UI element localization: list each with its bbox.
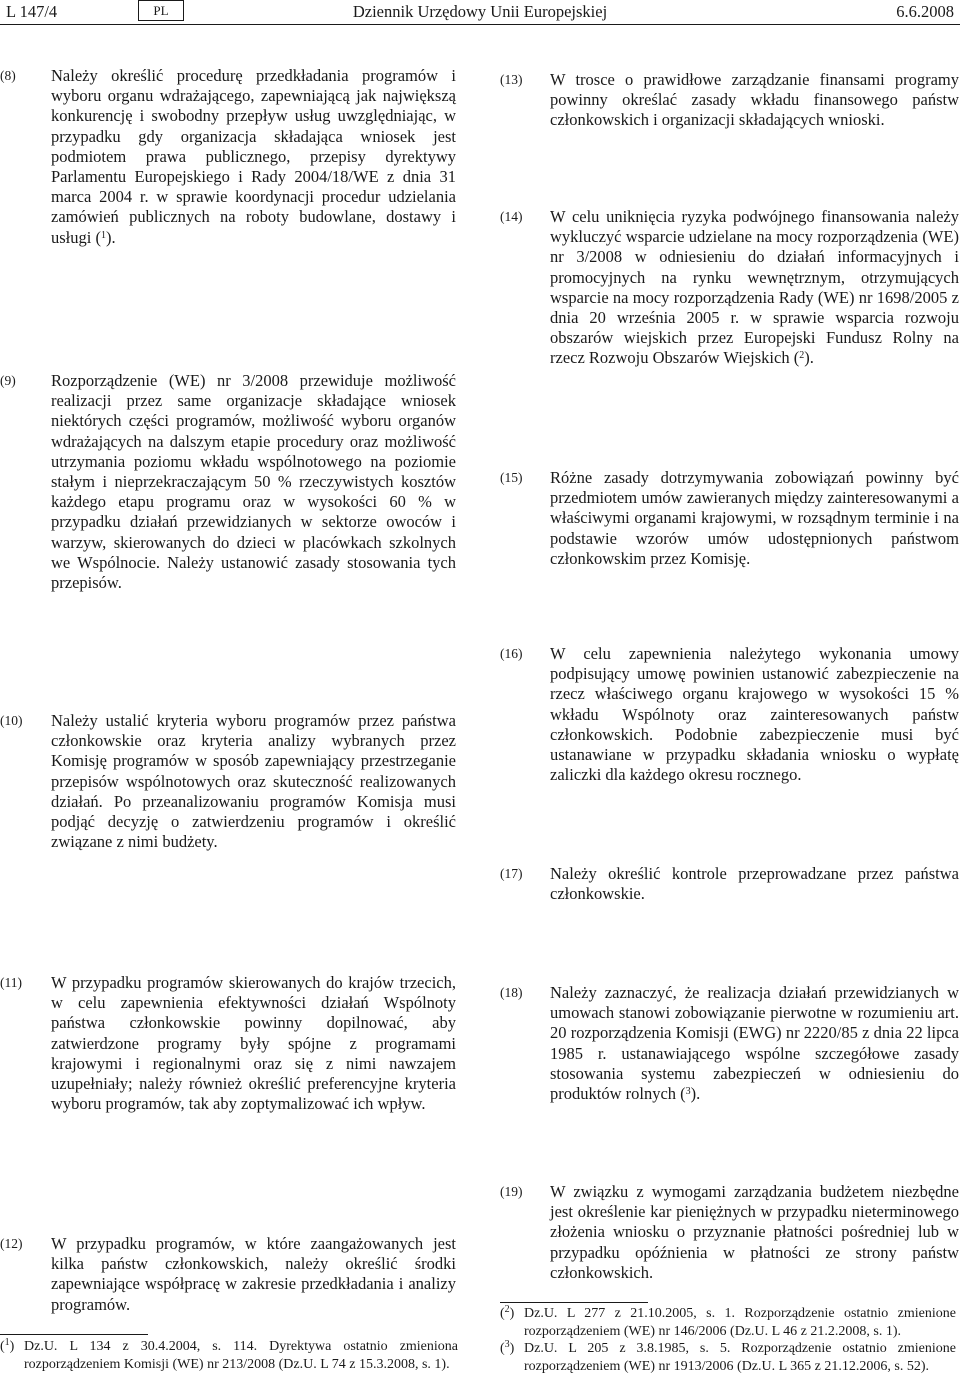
footnote-ref[interactable]: 3 <box>685 1086 691 1098</box>
recital-number: (13) <box>500 72 523 87</box>
issue-date: 6.6.2008 <box>896 2 954 21</box>
recital-number: (11) <box>0 975 22 990</box>
recital-text: W celu zapewnienia należytego wykonania umowy podpisujący umowę powinien ustanowić zabezpieczenie na rzecz właściwego organu krajowego w wysokości 15 % wkładu Wspólnoty oraz zainteresowanych państw członkowskich. Podobnie zabezpieczenie musi być ustanawiane w przypadku składania wniosku o wypłatę zaliczki dla każdego okresu rocznego. <box>550 644 959 785</box>
footnote-mark: ($^2$) <box>500 1304 515 1321</box>
footnote-rule-right <box>500 1302 648 1303</box>
recital-number: (16) <box>500 646 523 661</box>
footnote-mark: ($^1$) <box>0 1337 15 1354</box>
footnote-rule-left <box>0 1334 148 1335</box>
footnote-ref[interactable]: 1 <box>100 229 106 241</box>
recital-number: (8) <box>0 68 16 83</box>
recital-text: Należy określić procedurę przedkładania programów i wyboru organu wdrażającego, zapewniającą jak największą konkurencję i swobodny przepływ usług uwzględniając, w przypadku gdy organizacja składająca wniosek jest podmiotem prawa publicznego, przepisy dyrektywy Parlamentu Europejskiego i Rady 2004/18/WE z dnia 31 marca 2004 r. w sprawie koordynacji procedur udzielania zamówień publicznych na roboty budowlane, dostawy i usługi ($^1$). <box>51 66 456 247</box>
recital-text: Rozporządzenie (WE) nr 3/2008 przewiduje możliwość realizacji przez same organizacje składające wniosek niektórych części programów, możliwość wyboru organów wdrażających na dalszym etapie procedury oraz możliwość utrzymania poziomu wkładu wspólnotowego na poziomie stałym i nieprzekraczającym 50 % rzeczywistych kosztów każdego etapu programu oraz w wysokości 60 % w przypadku działań przewidzianych w sektorze owoców i warzyw, skierowanych do dzieci w placówkach szkolnych we Wspólnocie. Należy ustanowić zasady stosowania tych przepisów. <box>51 371 456 593</box>
recital-text: Należy ustalić kryteria wyboru programów przez państwa członkowskie oraz kryteria analizy wybranych przez Komisję programów w sposób zapewniający przestrzeganie przepisów wspólnotowych oraz skuteczność realizowanych działań. Po przeanalizowaniu programów Komisja musi podjąć decyzję o zatwierdzeniu programów i określić związane z nimi budżety. <box>51 711 456 852</box>
footnote-text: Dz.U. L 277 z 21.10.2005, s. 1. Rozporządzenie ostatnio zmienione rozporządzeniem (WE) nr 146/2006 (Dz.U. L 46 z 21.2.2008, s. 1). <box>524 1306 956 1339</box>
recital-number: (9) <box>0 373 16 388</box>
journal-title: Dziennik Urzędowy Unii Europejskiej <box>352 2 608 21</box>
recital-number: (18) <box>500 985 523 1000</box>
recital-text: W trosce o prawidłowe zarządzanie finansami programy powinny określać zasady wkładu finansowego państw członkowskich i organizacji składających wnioski. <box>550 70 959 130</box>
recital-text: W związku z wymogami zarządzania budżetem niezbędne jest określenie kar pieniężnych w przypadku nieterminowego złożenia wniosku o przyznanie płatności pośredniej lub w przypadku opóźnienia w płatności ze strony państw członkowskich. <box>550 1182 959 1282</box>
recital-number: (14) <box>500 209 523 224</box>
recital-number: (10) <box>0 713 23 728</box>
footnote-text: Dz.U. L 205 z 3.8.1985, s. 5. Rozporządzenie ostatnio zmienione rozporządzeniem (WE) nr 1913/2006 (Dz.U. L 365 z 21.12.2006, s. 52). <box>524 1341 956 1374</box>
language-badge: PL <box>138 0 184 21</box>
recital-number: (12) <box>0 1236 23 1251</box>
header-rule <box>0 24 960 25</box>
recital-number: (15) <box>500 470 523 485</box>
page-number: L 147/4 <box>6 2 58 21</box>
footnote-mark: ($^3$) <box>500 1339 515 1356</box>
footnote-text: Dz.U. L 134 z 30.4.2004, s. 114. Dyrektywa ostatnio zmieniona rozporządzeniem Komisji (WE) nr 213/2008 (Dz.U. L 74 z 15.3.2008, s. 1). <box>24 1339 458 1372</box>
footnote-ref[interactable]: 2 <box>799 350 805 362</box>
recital-number: (17) <box>500 866 523 881</box>
recital-text: Należy określić kontrole przeprowadzane przez państwa członkowskie. <box>550 864 959 904</box>
recital-text: Należy zaznaczyć, że realizacja działań przewidzianych w umowach stanowi zobowiązanie pierwotne w rozumieniu art. 20 rozporządzenia Komisji (EWG) nr 2220/85 z dnia 22 lipca 1985 r. ustanawiającego wspólne szczegółowe zasady stosowania systemu zabezpieczeń w odniesieniu do produktów rolnych ($^3$). <box>550 983 959 1104</box>
page-header <box>0 0 960 24</box>
recital-text: Różne zasady dotrzymywania zobowiązań powinny być przedmiotem umów zawieranych między zainteresowanymi a właściwymi organami krajowymi, w rozsądnym terminie i na podstawie wzorów umów udostępnionych państwom członkowskim przez Komisję. <box>550 468 959 568</box>
recital-text: W przypadku programów skierowanych do krajów trzecich, w celu zapewnienia efektywności działań Wspólnoty państwa członkowskie powinny dopilnować, aby zatwierdzone programy były spójne z programami krajowymi i regionalnymi oraz się z nimi nawzajem uzupełniały; należy również określić preferencyjne kryteria wyboru programów, tak aby zoptymalizować ich wpływ. <box>51 973 456 1114</box>
recital-number: (19) <box>500 1184 523 1199</box>
recital-text: W celu uniknięcia ryzyka podwójnego finansowania należy wykluczyć wsparcie udzielane na mocy rozporządzenia (WE) nr 3/2008 w odniesieniu do działań informacyjnych i promocyjnych na rynku wewnętrznym, otrzymujących wsparcie na mocy rozporządzenia Rady (WE) nr 1698/2005 z dnia 20 września 2005 r. w sprawie wsparcia rozwoju obszarów wiejskich przez Europejski Fundusz Rolny na rzecz Rozwoju Obszarów Wiejskich ($^2$). <box>550 207 959 368</box>
recital-text: W przypadku programów, w które zaangażowanych jest kilka państw członkowskich, należy określić środki zapewniające współpracę w zakresie przedkładania i analizy programów. <box>51 1234 456 1314</box>
